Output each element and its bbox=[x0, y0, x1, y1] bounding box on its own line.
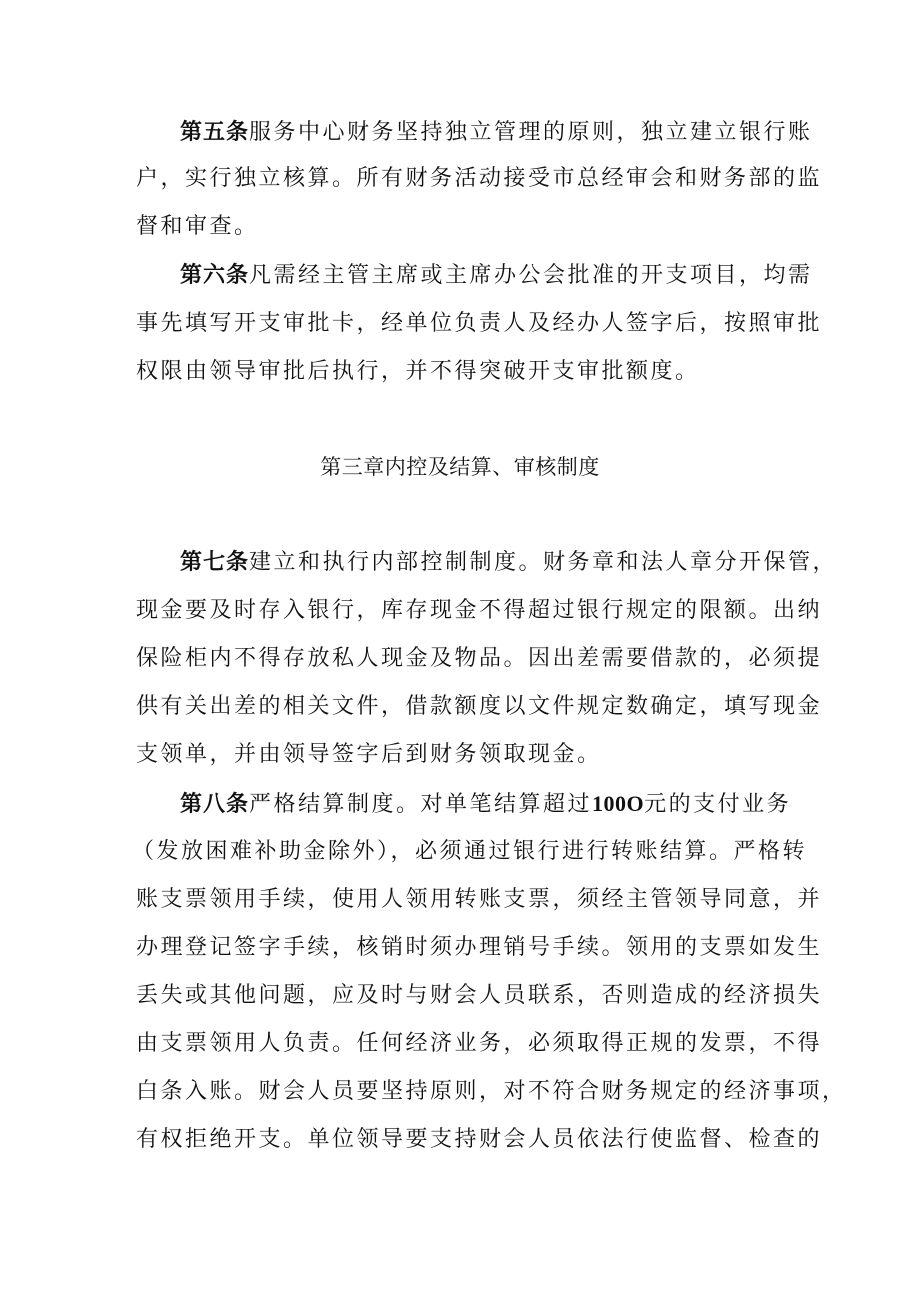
article-7-line-4: 供有关出差的相关文件，借款额度以文件规定数确定，填写现金 bbox=[136, 694, 823, 719]
article-8-amount: 100O bbox=[592, 791, 645, 816]
article-8-line-2: （发放困难补助金除外），必须通过银行进行转账结算。严格转 bbox=[132, 839, 808, 864]
article-7-text-1: 建立和执行内部控制制度。财务章和法人章分开保管， bbox=[249, 550, 838, 575]
article-6-line-3: 权限由领导审批后执行，并不得突破开支审批额度。 bbox=[136, 359, 700, 384]
article-8-line-7: 白条入账。财会人员要坚持原则，对不符合财务规定的经济事项， bbox=[136, 1079, 847, 1104]
article-5-number: 第五条 bbox=[180, 120, 250, 145]
article-8-text-after: 元的支付业务 bbox=[644, 792, 792, 817]
article-6-number: 第六条 bbox=[180, 263, 250, 288]
article-6-text-1: 凡需经主管主席或主席办公会批准的开支项目，均需 bbox=[249, 263, 813, 288]
article-5-line-2: 户，实行独立核算。所有财务活动接受市总经审会和财务部的监 bbox=[136, 166, 823, 191]
article-7-line-3: 保险柜内不得存放私人现金及物品。因出差需要借款的，必须提 bbox=[136, 646, 823, 671]
article-5-line-1 bbox=[180, 118, 840, 148]
article-8-line-8: 有权拒绝开支。单位领导要支持财会人员依法行使监督、检查的 bbox=[136, 1127, 823, 1152]
article-8-line-1 bbox=[180, 789, 840, 820]
chapter-3-title: 第三章内控及结算、审核制度 bbox=[320, 455, 600, 479]
article-6-line-2: 事先填写开支审批卡，经单位负责人及经办人签字后，按照审批 bbox=[136, 311, 823, 336]
article-7-number: 第七条 bbox=[180, 550, 250, 575]
article-5-line-3: 督和审查。 bbox=[136, 214, 259, 239]
article-8-line-6: 由支票领用人负责。任何经济业务，必须取得正规的发票，不得 bbox=[136, 1031, 823, 1056]
article-5-text-1: 服务中心财务坚持独立管理的原则，独立建立银行账 bbox=[249, 120, 813, 145]
article-8-text-before: 严格结算制度。对单笔结算超过 bbox=[249, 792, 593, 817]
article-8-line-4: 办理登记签字手续，核销时须办理销号手续。领用的支票如发生 bbox=[136, 935, 823, 960]
article-7-line-1 bbox=[180, 548, 840, 578]
article-7-line-5: 支领单，并由领导签字后到财务领取现金。 bbox=[136, 742, 602, 767]
article-8-number: 第八条 bbox=[180, 792, 250, 817]
article-8-line-5: 丢失或其他问题，应及时与财会人员联系，否则造成的经济损失 bbox=[136, 983, 823, 1008]
article-6-line-1 bbox=[180, 261, 840, 291]
article-7-line-2: 现金要及时存入银行，库存现金不得超过银行规定的限额。出纳 bbox=[136, 598, 823, 623]
article-8-line-3: 账支票领用手续，使用人领用转账支票，须经主管领导同意，并 bbox=[136, 887, 823, 912]
